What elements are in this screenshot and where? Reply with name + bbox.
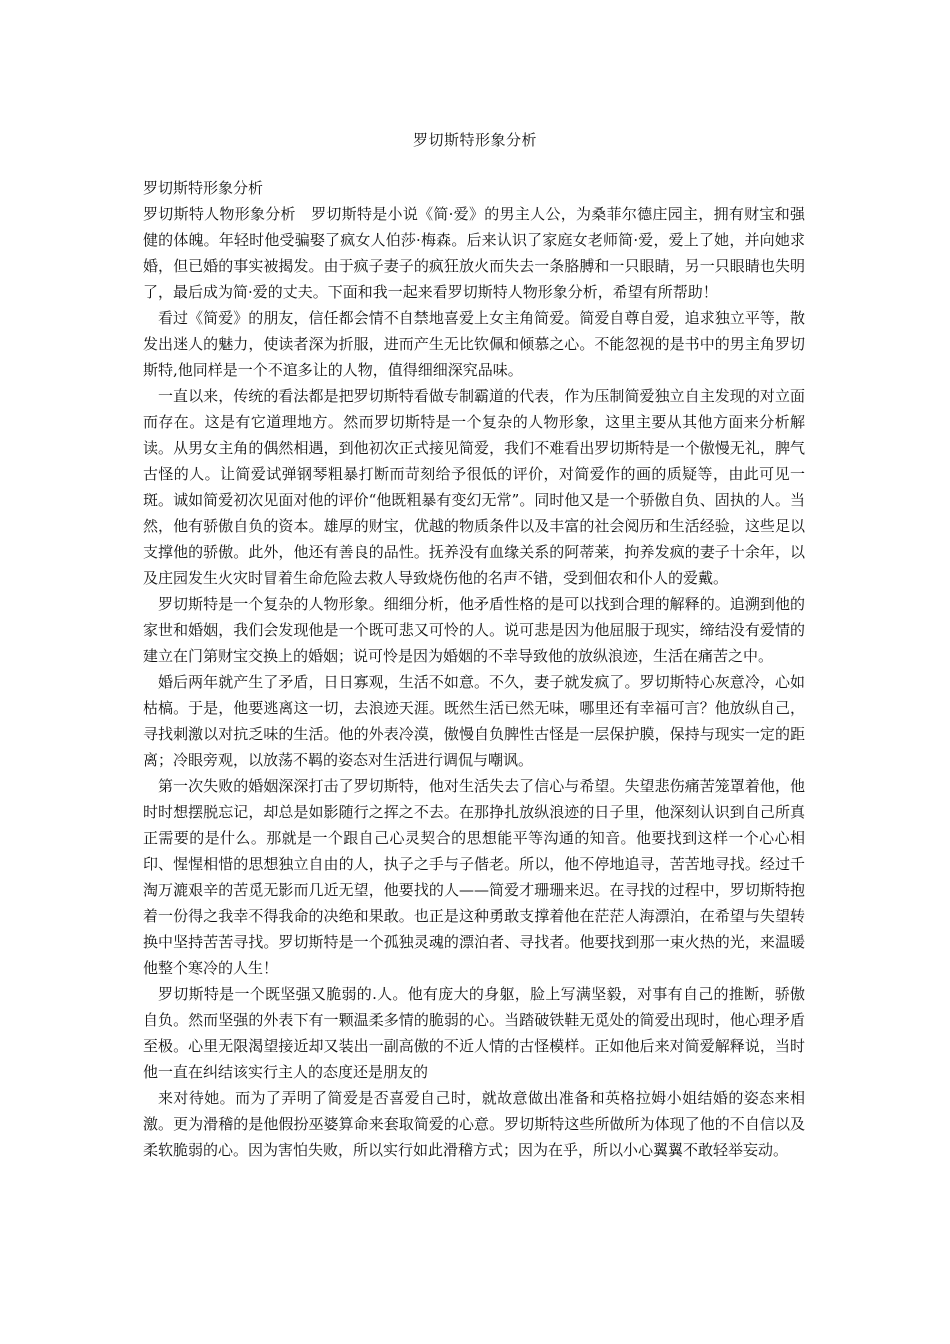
paragraph-5: 婚后两年就产生了矛盾，日日寡观，生活不如意。不久，妻子就发疯了。罗切斯特心灰意冷，心如枯槁。于是，他要逃离这一切，去浪迹天涯。既然生活已然无味，哪里还有幸福可言？他放纵自己，寻找刺激以对抗乏味的生活。他的外表冷漠，傲慢自负脾性古怪是一层保护膜，保持与现实一定的距离；冷眼旁观，以放荡不羁的姿态对生活进行调侃与嘲讽。 (143, 673, 805, 769)
paragraph-6: 第一次失败的婚姻深深打击了罗切斯特，他对生活失去了信心与希望。失望悲伤痛苦笼罩着他，他时时想摆脱忘记，却总是如影随行之挥之不去。在那挣扎放纵浪迹的日子里，他深刻认识到自己所真正需要的是什么。那就是一个跟自己心灵契合的思想能平等沟通的知音。他要找到这样一个心心相印、惺惺相惜的思想独立自由的人，执子之手与子偕老。所以，他不停地追寻，苦苦地寻找。经过千淘万漉艰辛的苦觅无影而几近无望，他要找的人——简爱才珊珊来迟。在寻找的过程中，罗切斯特抱着一份得之我幸不得我命的决绝和果敢。也正是这种勇敢支撑着他在茫茫人海漂泊，在希望与失望转换中坚持苦苦寻找。罗切斯特是一个孤独灵魂的漂泊者、寻找者。他要找到那一束火热的光，来温暖他整个寒冷的人生！ (143, 777, 805, 977)
document-body (143, 175, 805, 1163)
paragraph-2: 看过《简爱》的朋友，信任都会情不自禁地喜爱上女主角简爱。简爱自尊自爱，追求独立平等，散发出迷人的魅力，使读者深为折服，进而产生无比钦佩和倾慕之心。不能忽视的是书中的男主角罗切斯特,他同样是一个不逭多让的人物，值得细细深究品味。 (143, 309, 805, 379)
section-heading: 罗切斯特形象分析 (143, 179, 264, 197)
paragraph-intro: 罗切斯特人物形象分析 罗切斯特是小说《简·爱》的男主人公，为桑菲尔德庄园主，拥有财宝和强健的体魄。年轻时他受骗娶了疯女人伯莎·梅森。后来认识了家庭女老师简·爱，爱上了她，并向她求婚，但已婚的事实被揭发。由于疯子妻子的疯狂放火而失去一条胳膊和一只眼睛，另一只眼睛也失明了，最后成为简·爱的丈夫。下面和我一起来看罗切斯特人物形象分析，希望有所帮助！ (143, 205, 805, 301)
paragraph-3: 一直以来，传统的看法都是把罗切斯特看做专制霸道的代表，作为压制简爱独立自主发现的对立面而存在。这是有它道理地方。然而罗切斯特是一个复杂的人物形象，这里主要从其他方面来分析解读。从男女主角的偶然相遇，到他初次正式接见简爱，我们不难看出罗切斯特是一个傲慢无礼，脾气古怪的人。让简爱试弹钢琴粗暴打断而苛刻给予很低的评价，对简爱作的画的质疑等，由此可见一斑。诚如简爱初次见面对他的评价“他既粗暴有变幻无常”。同时他又是一个骄傲自负、固执的人。当然，他有骄傲自负的资本。雄厚的财宝，优越的物质条件以及丰富的社会阅历和生活经验，这些足以支撑他的骄傲。此外，他还有善良的品性。抚养没有血缘关系的阿蒂莱，拘养发疯的妻子十余年，以及庄园发生火灾时冒着生命危险去救人导致烧伤他的名声不错，受到佃农和仆人的爱戴。 (143, 387, 805, 587)
paragraph-7: 罗切斯特是一个既坚强又脆弱的.人。他有庞大的身躯，脸上写满坚毅，对事有自己的推断，骄傲自负。然而坚强的外表下有一颗温柔多情的脆弱的心。当踏破铁鞋无觅处的简爱出现时，他心理矛盾至极。心里无限渴望接近却又装出一副高傲的不近人情的古怪模样。正如他后来对简爱解释说，当时他一直在纠结该实行主人的态度还是朋友的 (143, 985, 805, 1081)
paragraph-8: 来对待她。而为了弄明了简爱是否喜爱自己时，就故意做出准备和英格拉姆小姐结婚的姿态来相激。更为滑稽的是他假扮巫婆算命来套取简爱的心意。罗切斯特这些所做所为体现了他的不自信以及柔软脆弱的心。因为害怕失败，所以实行如此滑稽方式；因为在乎，所以小心翼翼不敢轻举妄动。 (143, 1089, 805, 1159)
document-title: 罗切斯特形象分析 (412, 131, 537, 149)
paragraph-4: 罗切斯特是一个复杂的人物形象。细细分析，他矛盾性格的是可以找到合理的解释的。追溯到他的家世和婚姻，我们会发现他是一个既可悲又可怜的人。说可悲是因为他屈服于现实，缔结没有爱情的建立在门第财宝交换上的婚姻；说可怜是因为婚姻的不幸导致他的放纵浪迹，生活在痛苦之中。 (143, 595, 805, 665)
